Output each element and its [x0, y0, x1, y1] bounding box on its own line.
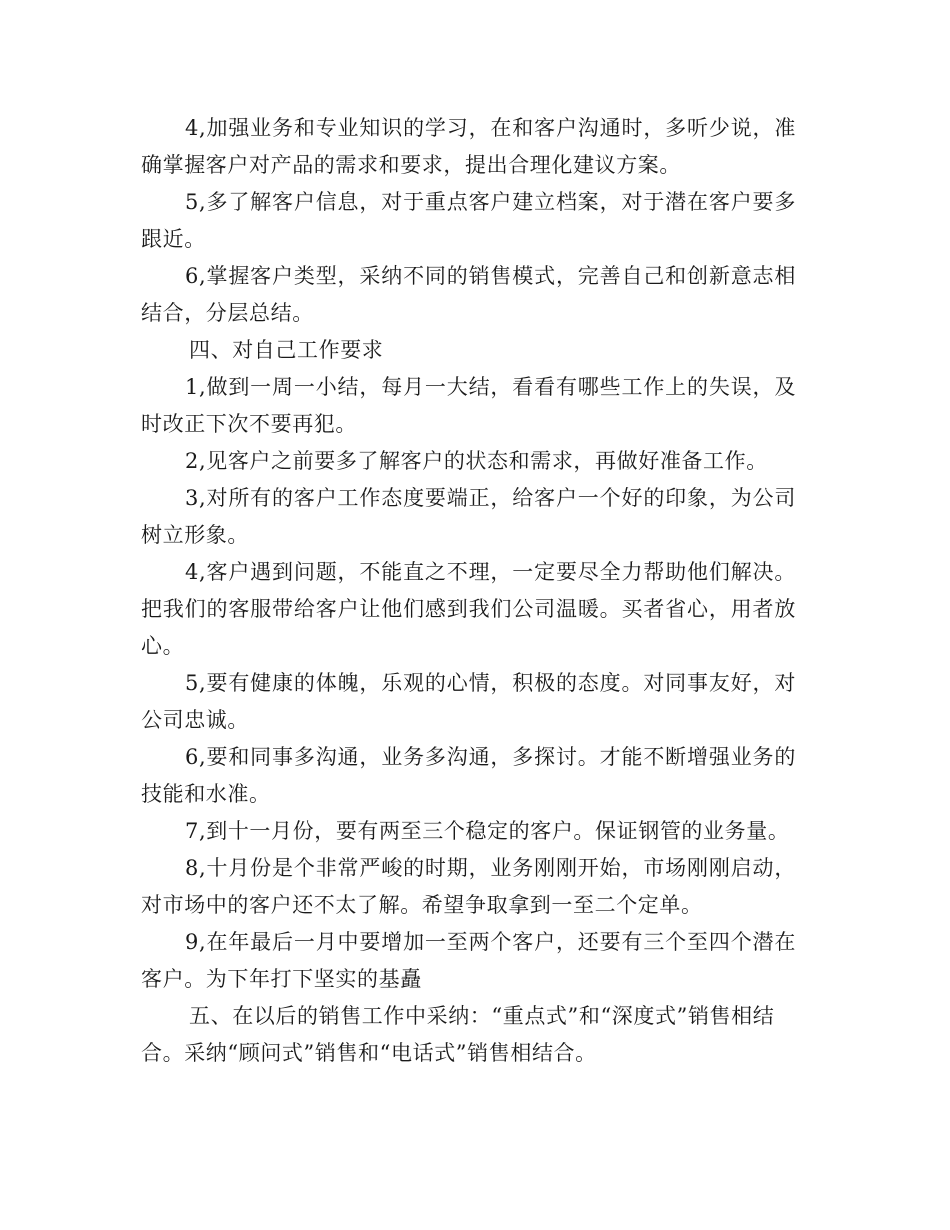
paragraph-req-3: 3,对所有的客户工作态度要端正，给客户一个好的印象，为公司树立形象。 — [141, 486, 796, 547]
paragraph-req-2: 2,见客户之前要多了解客户的状态和需求，再做好准备工作。 — [185, 449, 768, 473]
section-heading-self-requirements: 四、对自己工作要求 — [189, 338, 384, 362]
paragraph-item-4-skills: 4,加强业务和专业知识的学习，在和客户沟通时，多听少说，准确掌握客户对产品的需求和要求，提出合理化建议方案。 — [141, 116, 796, 177]
section-heading-sales-approach: 五、在以后的销售工作中采纳：“重点式”和“深度式”销售相结合。采纳“顾问式”销售和“电话式”销售相结合。 — [141, 1004, 775, 1065]
paragraph-req-8: 8,十月份是个非常严峻的时期，业务刚刚开始，市场刚刚启动，对市场中的客户还不太了解。希望争取拿到一至二个定单。 — [141, 856, 796, 917]
paragraph-req-6: 6,要和同事多沟通，业务多沟通，多探讨。才能不断增强业务的技能和水准。 — [141, 745, 796, 806]
paragraph-item-6-client-types: 6,掌握客户类型，采纳不同的销售模式，完善自己和创新意志相结合，分层总结。 — [141, 264, 796, 325]
paragraph-item-5-client-info: 5,多了解客户信息，对于重点客户建立档案，对于潜在客户要多跟近。 — [141, 190, 796, 251]
paragraph-req-7: 7,到十一月份，要有两至三个稳定的客户。保证钢管的业务量。 — [185, 819, 790, 843]
paragraph-req-4: 4,客户遇到问题，不能直之不理，一定要尽全力帮助他们解决。把我们的客服带给客户让他们感到我们公司温暖。买者省心，用者放心。 — [141, 560, 796, 658]
paragraph-req-9: 9,在年最后一月中要增加一至两个客户，还要有三个至四个潜在客户。为下年打下坚实的基矗 — [141, 930, 796, 991]
paragraph-req-5: 5,要有健康的体魄，乐观的心情，积极的态度。对同事友好，对公司忠诚。 — [141, 671, 796, 732]
document-body — [141, 110, 796, 1072]
paragraph-req-1: 1,做到一周一小结，每月一大结，看看有哪些工作上的失误，及时改正下次不要再犯。 — [141, 375, 796, 436]
